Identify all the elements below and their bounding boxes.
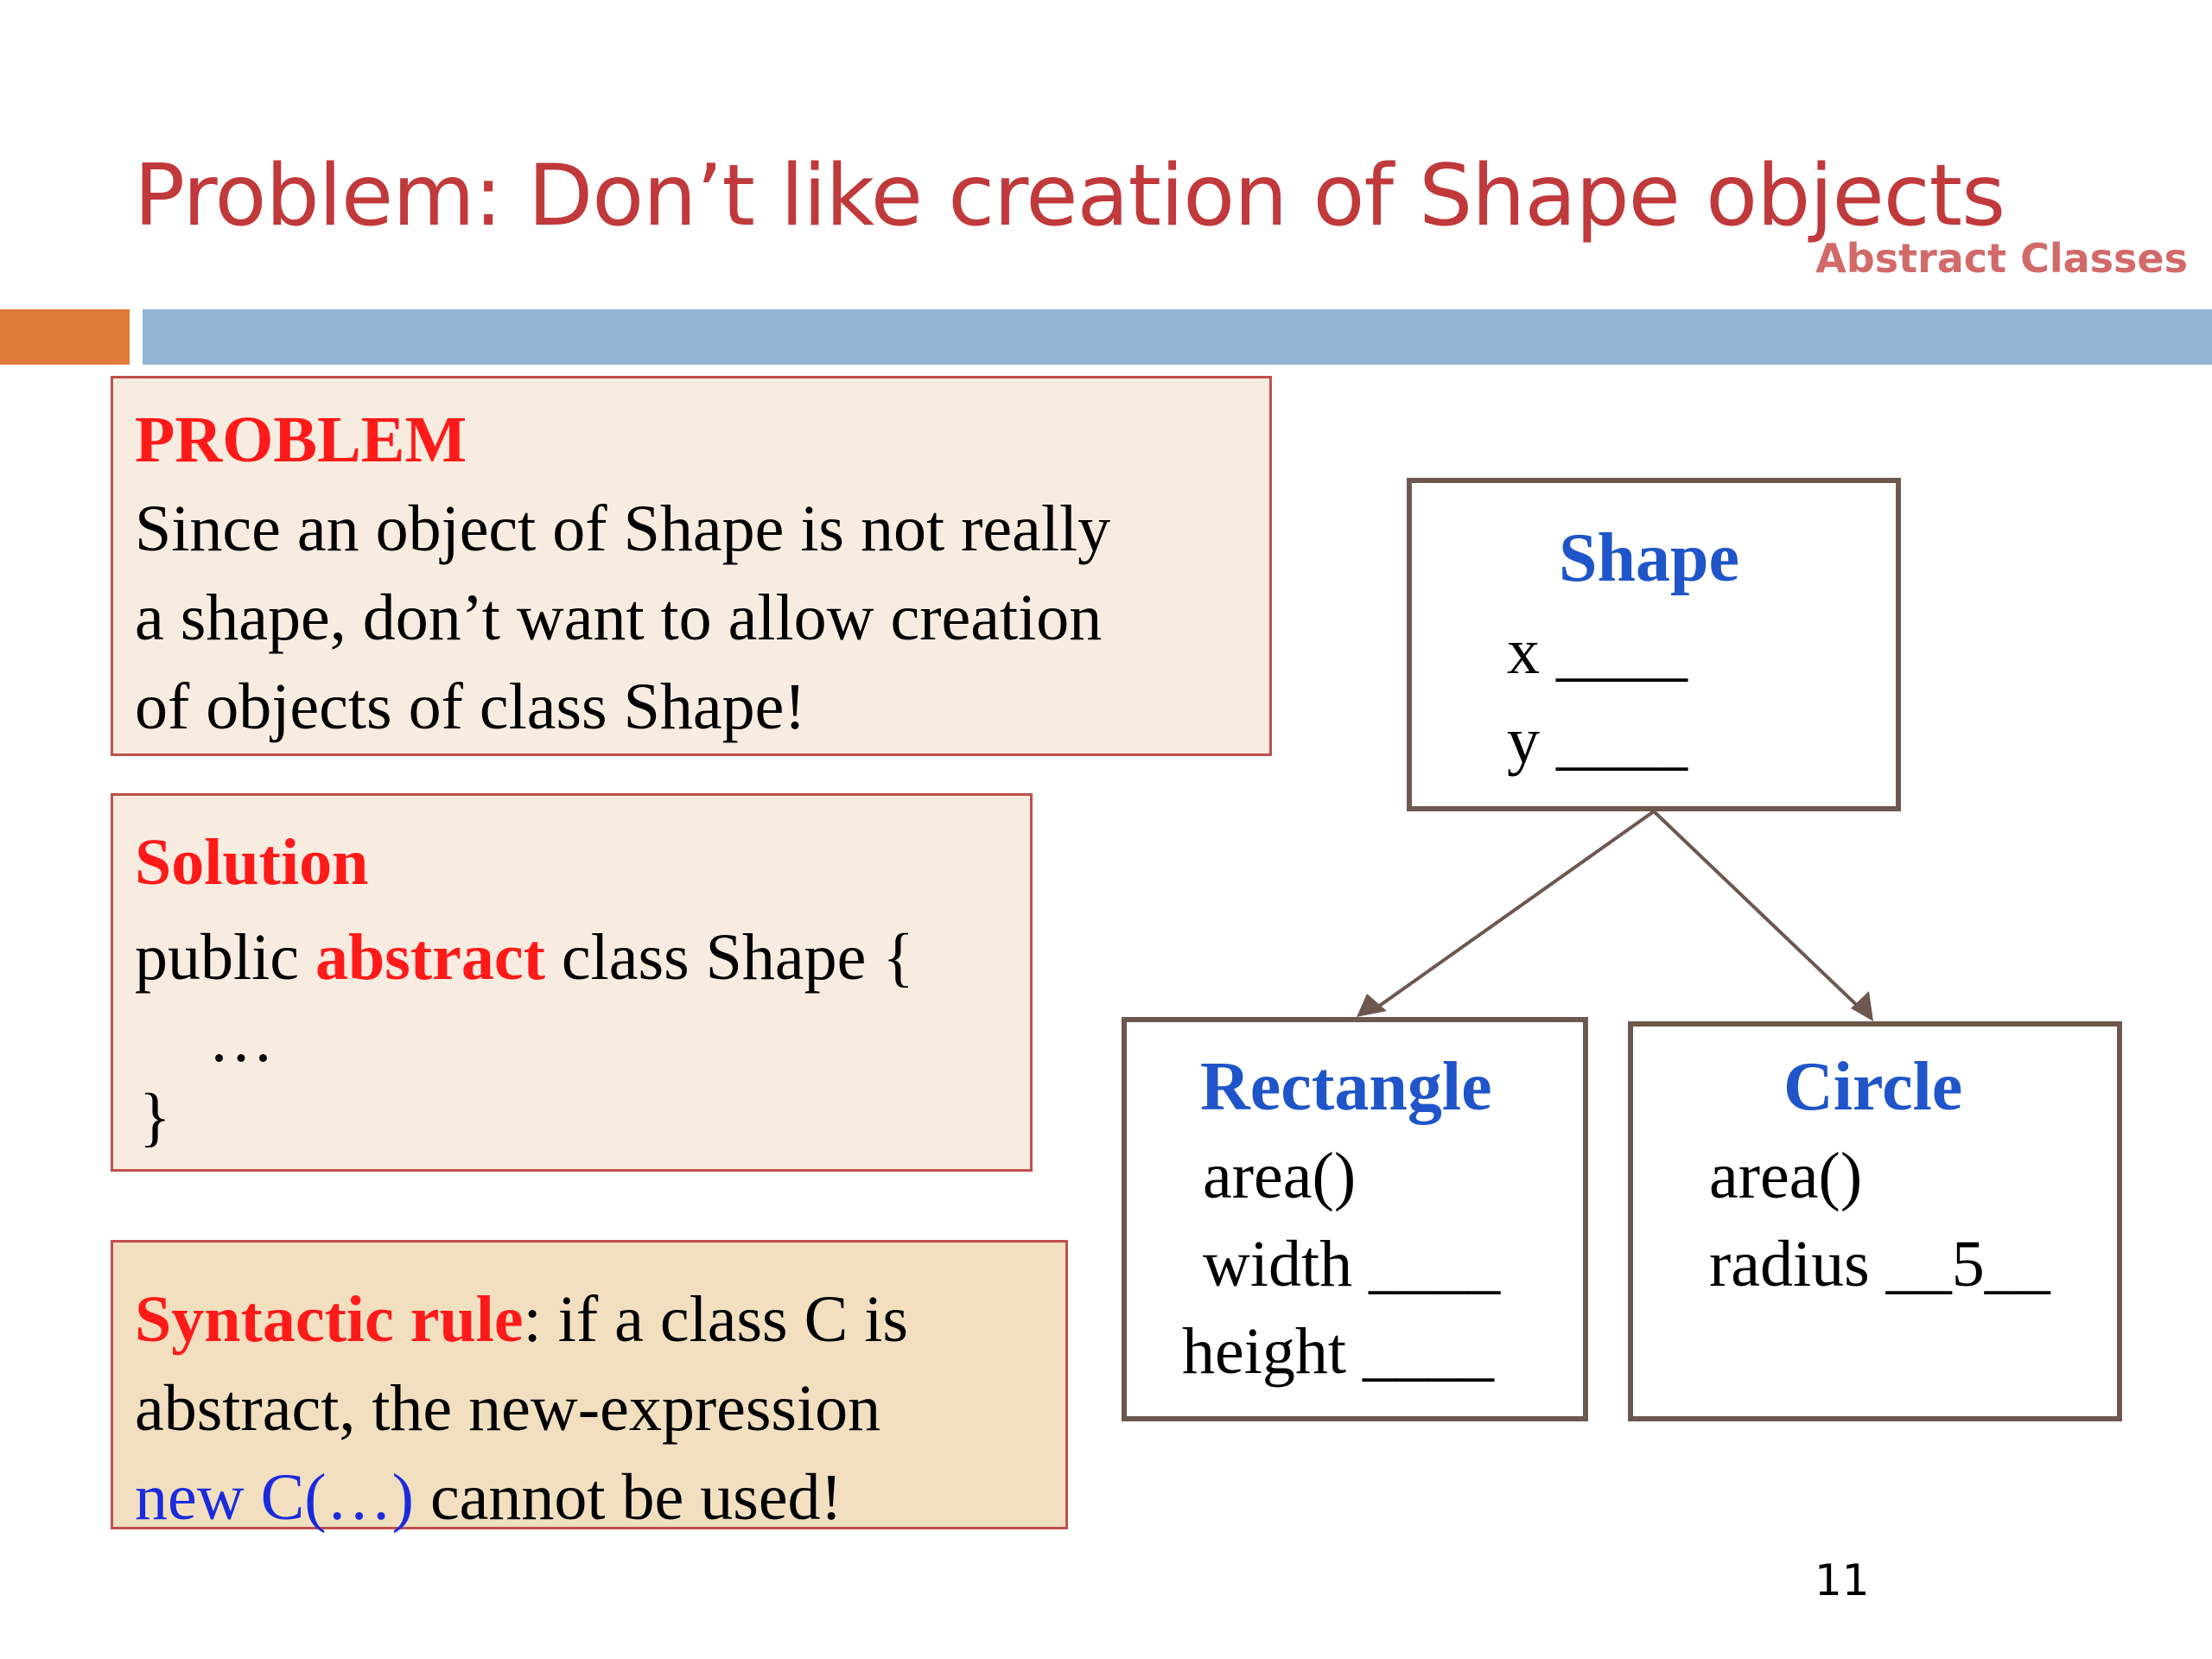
arrow-shape-to-rectangle: [1372, 811, 1654, 1011]
uml-rectangle-height: height ____: [1182, 1315, 1494, 1388]
problem-line-3: of objects of class Shape!: [135, 671, 806, 743]
uml-shape-field-x: x ____: [1507, 615, 1688, 688]
slide-title: Problem: Don’t like creation of Shape objects: [134, 147, 2005, 245]
uml-rectangle-area: area(): [1203, 1140, 1357, 1212]
uml-shape-name: Shape: [1559, 520, 1739, 596]
solution-closing-brace: }: [139, 1081, 171, 1154]
uml-circle-name: Circle: [1783, 1049, 1963, 1125]
code-suffix: class Shape {: [544, 921, 914, 994]
uml-circle-area: area(): [1709, 1140, 1863, 1212]
code-prefix: public: [135, 921, 315, 994]
uml-class-rectangle: [1122, 1017, 1588, 1421]
slide-subtitle: Abstract Classes: [1815, 235, 2188, 282]
problem-line-2: a shape, don’t want to allow creation: [135, 582, 1103, 654]
arrow-shape-to-circle: [1654, 811, 1865, 1013]
rule-line-3-rest: cannot be used!: [413, 1461, 842, 1534]
rule-heading: Syntactic rule: [135, 1283, 524, 1356]
problem-line-1: Since an object of Shape is not really: [135, 493, 1111, 565]
abstract-keyword: abstract: [315, 921, 545, 994]
uml-circle-radius: radius __5__: [1709, 1228, 2050, 1300]
arrowhead-circle: [1851, 991, 1873, 1021]
uml-shape-field-y: y ____: [1507, 704, 1688, 777]
uml-rectangle-name: Rectangle: [1200, 1049, 1492, 1125]
rule-line-1-rest: : if a class C is: [523, 1283, 908, 1356]
uml-class-circle: [1628, 1021, 2122, 1421]
uml-rectangle-width: width ____: [1203, 1228, 1501, 1300]
solution-ellipsis: …: [208, 1003, 274, 1076]
rule-line-2: abstract, the new-expression: [135, 1372, 881, 1445]
problem-heading: PROBLEM: [135, 404, 467, 476]
uml-class-shape: [1407, 478, 1901, 811]
rule-code: new C(…): [135, 1461, 414, 1534]
page-number: 11: [1815, 1555, 1870, 1605]
solution-heading: Solution: [135, 826, 369, 899]
